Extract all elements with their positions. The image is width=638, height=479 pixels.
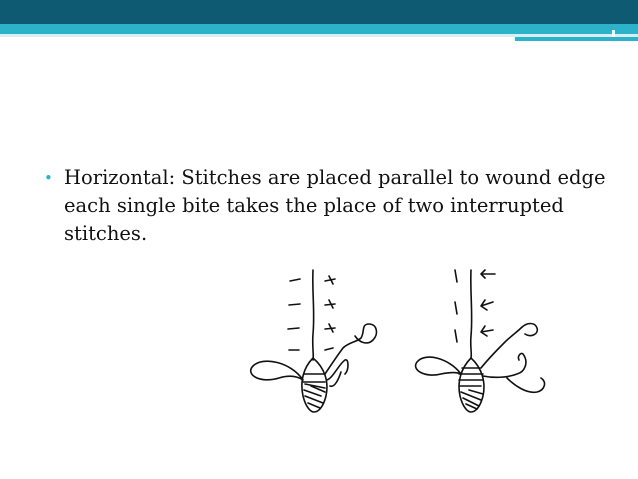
header-accent-notch xyxy=(612,30,615,37)
right-suture-drawing xyxy=(416,270,545,412)
bullet-list xyxy=(44,164,614,248)
bullet-item xyxy=(44,164,614,248)
header-strip xyxy=(0,24,638,34)
header-accent-right xyxy=(515,37,638,41)
left-suture-drawing xyxy=(251,270,377,412)
bullet-text: Horizontal: Stitches are placed parallel to wound edge each single bite takes the place of two interrupted stitches. xyxy=(64,166,606,245)
bullet-dot-icon: • xyxy=(44,169,53,187)
header-bar xyxy=(0,0,638,24)
horizontal-mattress-suture-diagram-icon xyxy=(245,262,555,434)
